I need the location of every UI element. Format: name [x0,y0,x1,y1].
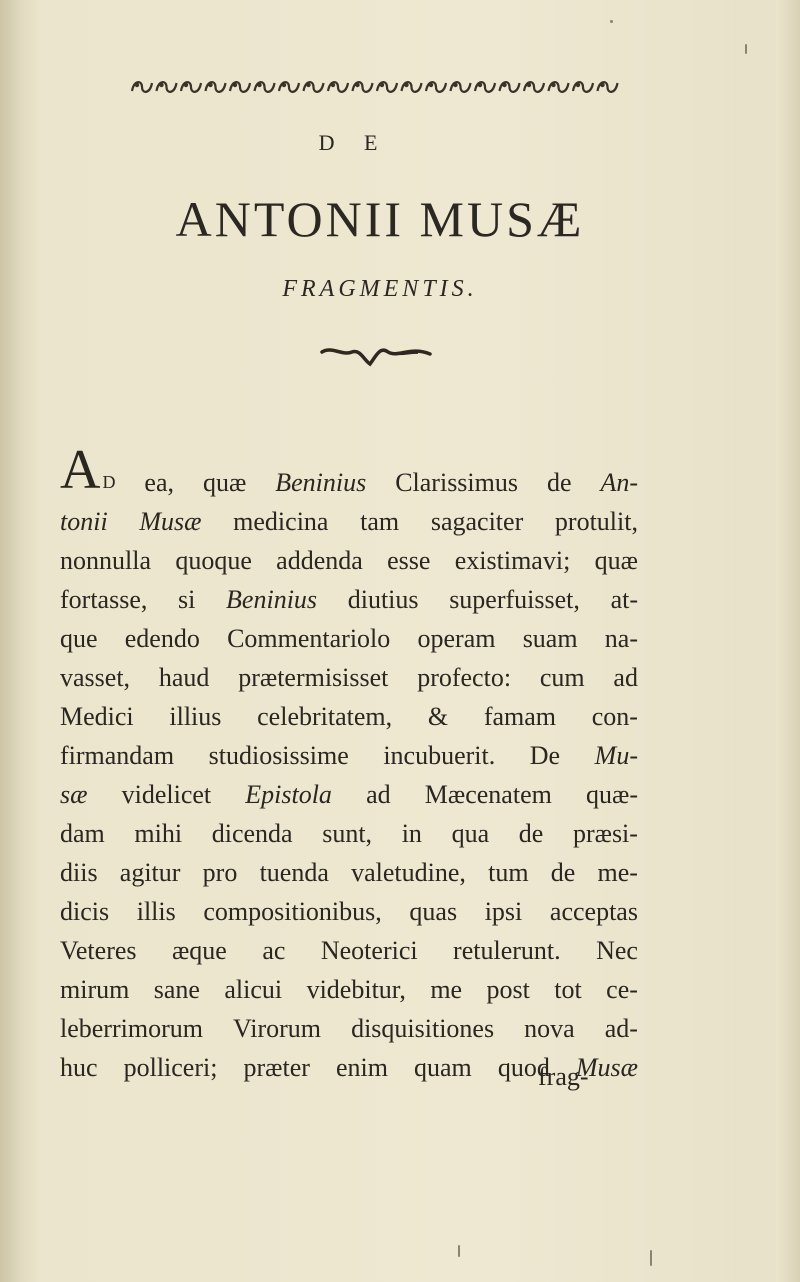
ornamental-headpiece [130,76,620,98]
word: tam [360,507,400,536]
word: sunt, [322,819,373,848]
text-line [60,970,638,1009]
drop-cap: A [60,439,101,501]
word: que [60,624,98,653]
word: huc [60,1053,98,1082]
word: quæ [202,468,247,497]
word: dicis [60,897,110,926]
word: at- [610,585,638,614]
ornament-dot [306,83,310,87]
ornament-scroll [255,82,275,92]
ornament-dot [282,83,286,87]
word: profecto: [417,663,512,692]
word: dicenda [211,819,293,848]
text-line [60,736,638,775]
text-line [60,1009,638,1048]
word: Veteres [60,936,137,965]
word: quoque [175,546,252,575]
italic-word: Musæ [575,1053,638,1082]
text-line [60,580,638,619]
ornament-dot [380,83,384,87]
small-cap: D [102,472,116,492]
word: præsi- [572,819,638,848]
word: Nec [596,936,638,965]
word: famam [483,702,557,731]
word: existimavi; [454,546,571,575]
word: videbitur, [306,975,406,1004]
catchword: frag- [538,1062,589,1091]
ornament-dot [527,83,531,87]
word: ea, [144,468,174,497]
ornament-scroll [475,82,495,92]
word: prætermisisset [238,663,389,692]
italic-word: tonii [60,507,108,536]
word: tot [554,975,582,1004]
italic-word: Beninius [226,585,318,614]
ornament-dot [159,83,163,87]
word: de [546,468,572,497]
word: con- [591,702,638,731]
word: videlicet [121,780,212,809]
text-line [60,541,638,580]
word: addenda [276,546,363,575]
text-line [60,440,638,502]
word: nova [524,1014,575,1043]
italic-word: Beninius [275,468,367,497]
ornament-scroll [402,82,422,92]
ornament-scroll [328,82,348,92]
word: diutius [347,585,419,614]
word: incubuerit. [383,741,496,770]
word: sagaciter [430,507,524,536]
word: quam [414,1053,472,1082]
word: illius [169,702,222,731]
paper-speck [610,20,613,23]
word: vasset, [60,663,131,692]
word: quas [409,897,458,926]
text-line [60,931,638,970]
ornament-scroll [500,82,520,92]
word: retulerunt. [453,936,561,965]
word: qua [451,819,490,848]
word: protulit, [554,507,638,536]
drop-cap-word [60,439,116,502]
word: fortasse, [60,585,148,614]
word: diis [60,858,98,887]
word: illis [136,897,176,926]
text-line [60,502,638,541]
ornament-dot [429,83,433,87]
ornament-dot [135,83,139,87]
ornament-scroll [598,82,618,92]
word: pro [202,858,238,887]
word: quæ- [585,780,638,809]
ornament-dot [453,83,457,87]
word: compositionibus, [203,897,382,926]
ornament-dot [331,83,335,87]
text-line [60,853,638,892]
italic-word: Epistola [245,780,332,809]
text-line [60,658,638,697]
ornament-scroll [426,82,446,92]
word: ad- [604,1014,638,1043]
flourish-ornament [318,342,434,372]
word: firmandam [60,741,175,770]
word: esse [387,546,431,575]
word: in [401,819,422,848]
word: me- [597,858,638,887]
ornament-dot [600,83,604,87]
page-right-edge [776,0,800,1282]
word: ipsi [484,897,523,926]
word: mihi [134,819,183,848]
word: cum [539,663,585,692]
ornament-scroll [181,82,201,92]
word: suam [522,624,578,653]
ornament-scroll [377,82,397,92]
ornament-dot [184,83,188,87]
ornament-scroll [549,82,569,92]
word: Mæcenatem [424,780,552,809]
paper-speck [745,44,747,54]
italic-word: Musæ [139,507,202,536]
word: studiosissime [208,741,349,770]
word: quæ [594,546,638,575]
ornament-dot [208,83,212,87]
word: tum [488,858,529,887]
ornament-scroll [353,82,373,92]
ornament-scroll [132,82,152,92]
word: valetudine, [351,858,466,887]
word: me [430,975,463,1004]
ornament-scroll [230,82,250,92]
word: superfuisset, [449,585,580,614]
word: medicina [233,507,329,536]
ornament-dot [551,83,555,87]
heading-de: D E [318,130,390,155]
word: sane [153,975,200,1004]
word: quod [497,1053,550,1082]
text-line [60,619,638,658]
word: haud [158,663,210,692]
word: Medici [60,702,134,731]
word: operam [417,624,496,653]
word: disquisitiones [351,1014,495,1043]
word: leberrimorum [60,1014,203,1043]
ornament-scroll [304,82,324,92]
page-gutter-shadow [0,0,22,1282]
ornament-scroll [279,82,299,92]
text-line [60,775,638,814]
word: ce- [606,975,638,1004]
ornament-dot [502,83,506,87]
word: dam [60,819,105,848]
text-line [60,697,638,736]
word: ad [613,663,638,692]
word: præter [243,1053,310,1082]
word: edendo [124,624,200,653]
ornament-scroll [206,82,226,92]
word: Neoterici [320,936,418,965]
word: post [486,975,530,1004]
text-line [60,814,638,853]
word: tuenda [259,858,329,887]
word: de [518,819,544,848]
word: polliceri; [123,1053,218,1082]
paper-speck [458,1245,460,1257]
word: enim [335,1053,388,1082]
word: de [550,858,576,887]
word: ad [366,780,391,809]
word: & [427,702,449,731]
ornament-scroll [573,82,593,92]
ornament-dot [257,83,261,87]
word: æque [171,936,227,965]
ornament-dot [576,83,580,87]
ornament-dot [478,83,482,87]
word: mirum [60,975,130,1004]
paper-speck [650,1250,652,1266]
page-subtitle: FRAGMENTIS. [282,276,478,302]
word: na- [604,624,638,653]
word: Virorum [233,1014,321,1043]
word: si [178,585,196,614]
italic-word: Mu- [594,741,638,770]
ornament-dot [355,83,359,87]
ornament-dot [233,83,237,87]
ornament-scroll [157,82,177,92]
word: agitur [119,858,181,887]
word: Clarissimus [395,468,518,497]
italic-word: An- [600,468,638,497]
word: ac [262,936,286,965]
ornament-scroll [451,82,471,92]
page-title: ANTONII MUSÆ [175,191,585,247]
word: celebritatem, [257,702,393,731]
body-text [60,440,638,1087]
ornament-scroll [524,82,544,92]
word: acceptas [549,897,638,926]
italic-word: sæ [60,780,88,809]
word: Commentariolo [227,624,391,653]
text-line [60,892,638,931]
word: nonnulla [60,546,151,575]
word: alicui [224,975,283,1004]
word: De [529,741,561,770]
ornament-dot [404,83,408,87]
